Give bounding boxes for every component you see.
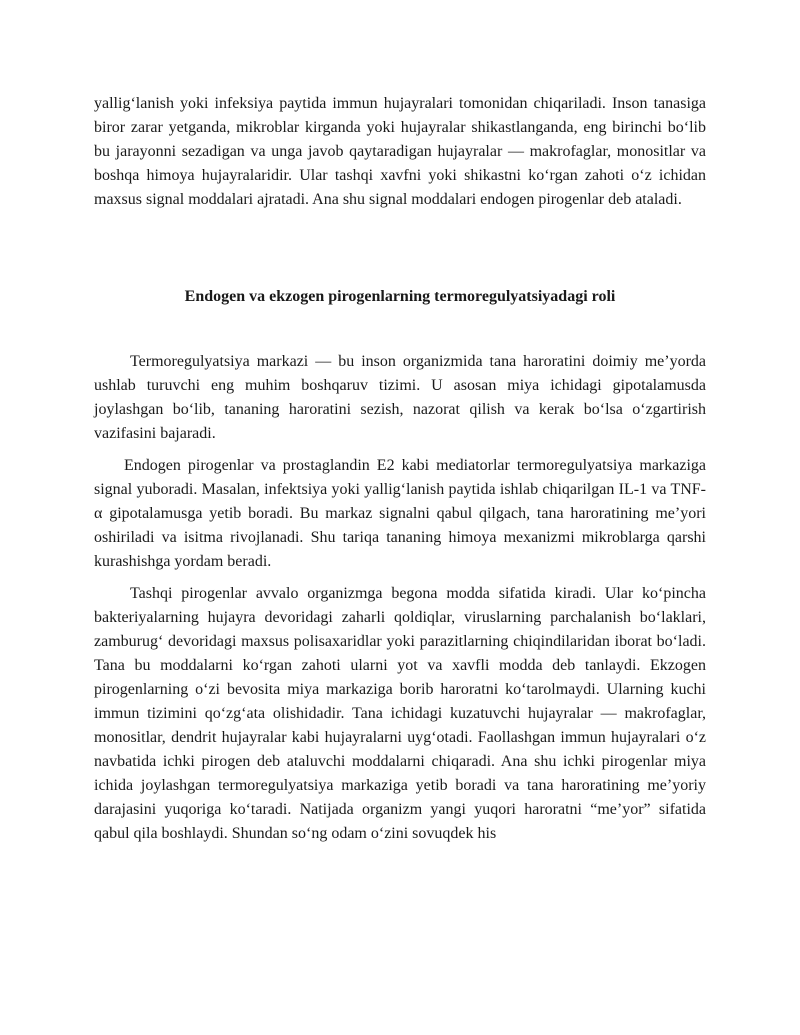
body-paragraph: Tashqi pirogenlar avvalo organizmga begona modda sifatida kiradi. Ular ko‘pincha bakteriyalarning hujayra devoridagi zaharli qoldiqlar, viruslarning parchalanish bo‘laklari, zamburug‘ devoridagi maxsus polisaxaridlar yoki parazitlarning chiqindilaridan iborat bo‘ladi. Tana bu moddalarni ko‘rgan zahoti ularni yot va xavfli modda deb tanlaydi. Ekzogen pirogenlarning o‘zi bevosita miya markaziga borib haroratni ko‘tarolmaydi. Ularning kuchi immun tizimini qo‘zg‘ata olishidadir. Tana ichidagi kuzatuvchi hujayralar — makrofaglar, monositlar, dendrit hujayralar kabi hujayralarni uyg‘otadi. Faollashgan immun hujayralari o‘z navbatida ichki pirogen deb ataluvchi moddalarni chiqaradi. Ana shu ichki pirogenlar miya ichida joylashgan termoregulyatsiya markaziga yetib boradi va tana haroratining me’yoriy darajasini yuqoriga ko‘taradi. Natijada organizm yangi yuqori haroratni “me’yor” sifatida qabul qila boshlaydi. Shundan so‘ng odam o‘zini sovuqdek his (94, 585, 706, 842)
body-paragraph: Termoregulyatsiya markazi — bu inson organizmida tana haroratini doimiy me’yorda ushlab turuvchi eng muhim boshqaruv tizimi. U asosan miya ichidagi gipotalamusda joylashgan bo‘lib, tananing haroratini sezish, nazorat qilish va kerak bo‘lsa o‘zgartirish vazifasini bajaradi. (94, 353, 706, 442)
document-body (94, 92, 706, 846)
section-heading: Endogen va ekzogen pirogenlarning termoregulyatsiyadagi roli (184, 288, 616, 305)
body-paragraph: Endogen pirogenlar va prostaglandin E2 kabi mediatorlar termoregulyatsiya markaziga signal yuboradi. Masalan, infektsiya yoki yallig‘lanish paytida ishlab chiqarilgan IL-1 va TNF-α gipotalamusga yetib boradi. Bu markaz signalni qabul qilgach, tana haroratining me’yori oshiriladi va isitma rivojlanadi. Shu tariqa tananing himoya mexanizmi mikroblarga qarshi kurashishga yordam beradi. (94, 457, 706, 570)
intro-paragraph: yallig‘lanish yoki infeksiya paytida immun hujayralari tomonidan chiqariladi. Inson tanasiga biror zarar yetganda, mikroblar kirganda yoki hujayralar shikastlanganda, eng birinchi bo‘lib bu jarayonni sezadigan va unga javob qaytaradigan hujayralar — makrofaglar, monositlar va boshqa himoya hujayralaridir. Ular tashqi xavfni yoki shikastni ko‘rgan zahoti o‘z ichidan maxsus signal moddalari ajratadi. Ana shu signal moddalari endogen pirogenlar deb ataladi. (94, 95, 706, 208)
